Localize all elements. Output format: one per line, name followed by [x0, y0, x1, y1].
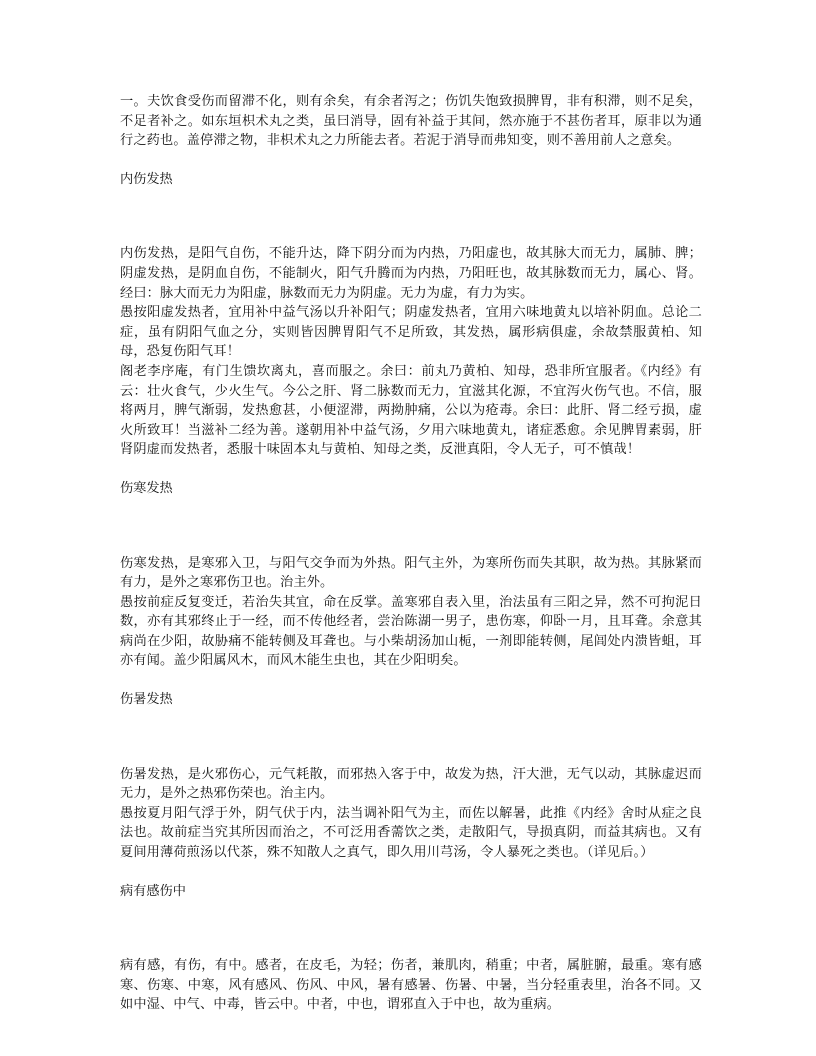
- paragraph: 病有感，有伤，有中。感者，在皮毛，为轻；伤者，兼肌肉，稍重；中者，属脏腑，最重。寒有感寒、伤寒、中寒，风有感风、伤风、中风，暑有感暑、伤暑、中暑，当分轻重表里，治各不同。又如中湿、中气、中毒，皆云中。中者，中也，谓邪直入于中也，故为重病。: [120, 958, 702, 1013]
- paragraph: 愚按夏月阳气浮于外，阴气伏于内，法当调补阳气为主，而佐以解暑，此推《内经》舍时从症之良法也。故前症当究其所因而治之，不可泛用香薷饮之类，走散阳气，导损真阴，而益其病也。又有夏间用薄荷煎汤以代茶，殊不知散人之真气，即久用川芎汤，令人暴死之类也。（详见后。）: [120, 805, 702, 861]
- section-internal-injury-fever: [120, 170, 702, 460]
- section-intro: [120, 92, 702, 151]
- paragraph: 内伤发热，是阳气自伤，不能升达，降下阴分而为内热，乃阳虚也，故其脉大而无力，属肺、脾；阴虚发热，是阴血自伤，不能制火，阳气升腾而为内热，乃阳旺也，故其脉数而无力，属心、肾。经曰：脉大而无力为阳虚，脉数而无力为阴虚。无力为虚，有力为实。: [120, 246, 702, 301]
- document-page: [120, 92, 702, 1015]
- paragraph: 愚按阳虚发热者，宜用补中益气汤以升补阳气；阴虚发热者，宜用六味地黄丸以培补阴血。总论二症，虽有阴阳气血之分，实则皆因脾胃阳气不足所致，其发热，属形病俱虚，余故禁服黄柏、知母，恐复伤阳气耳！: [120, 305, 702, 360]
- paragraph: 阁老李序庵，有门生馈坎离丸，喜而服之。余曰：前丸乃黄柏、知母，恐非所宜服者。《内经》有云：壮火食气，少火生气。今公之肝、肾二脉数而无力，宜滋其化源，不宜泻火伤气也。不信，服将两月，脾气渐弱，发热愈甚，小便涩滞，两拗肿痛，公以为疮毒。余曰：此肝、肾二经亏损，虚火所致耳！当滋补二经为善。遂朝用补中益气汤，夕用六味地黄丸，诸症悉愈。余见脾胃素弱，肝肾阴虚而发热者，悉服十味固本丸与黄柏、知母之类，反泄真阳，令人无子，可不慎哉！: [120, 363, 702, 458]
- section-heading: 伤暑发热: [120, 692, 173, 708]
- section-cold-damage-fever: [120, 479, 702, 671]
- paragraph: 一。夫饮食受伤而留滞不化，则有余矣，有余者泻之；伤饥失饱致损脾胃，非有积滞，则不足矣，不足者补之。如东垣枳术丸之类，虽曰消导，固有补益于其间，然亦施于不甚伤者耳，原非以为通行之药也。盖停滞之物，非枳术丸之力所能去者。若泥于消导而弗知变，则不善用前人之意矣。: [120, 94, 702, 149]
- paragraph: 愚按前症反复变迁，若治失其宜，命在反掌。盖寒邪自表入里，治法虽有三阳之异，然不可拘泥日数，亦有其邪终止于一经，而不传他经者，尝治陈湖一男子，患伤寒，仰卧一月，且耳聋。余意其病尚在少阳，故胁痛不能转侧及耳聋也。与小柴胡汤加山栀，一剂即能转侧，尾闾处内溃皆蛆，耳亦有闻。盖少阳属风木，而风木能生虫也，其在少阳明矣。: [120, 594, 702, 669]
- section-affection-injury-strike: [120, 882, 702, 1015]
- section-heading: 内伤发热: [120, 171, 173, 187]
- paragraph: 伤暑发热，是火邪伤心，元气耗散，而邪热入客于中，故发为热，汗大泄，无气以动，其脉虚迟而无力，是外之热邪伤荣也。治主内。: [120, 766, 702, 802]
- section-heading: 病有感伤中: [120, 883, 186, 899]
- section-heading: 伤寒发热: [120, 480, 173, 496]
- section-summer-heat-fever: [120, 690, 702, 863]
- paragraph: 伤寒发热，是寒邪入卫，与阳气交争而为外热。阳气主外，为寒所伤而失其职，故为热。其脉紧而有力，是外之寒邪伤卫也。治主外。: [120, 555, 702, 591]
